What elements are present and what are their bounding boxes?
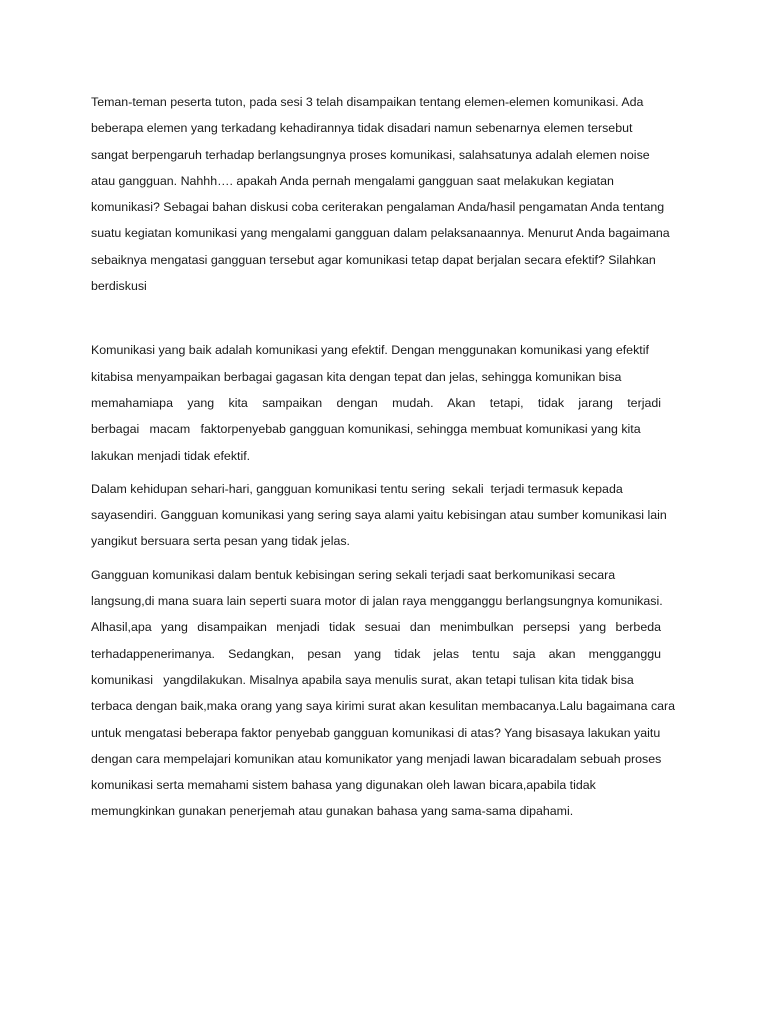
text-line: komunikasi yangdilakukan. Misalnya apabila saya menulis surat, akan tetapi tulisan kita tidak bisa [91,672,634,687]
text-line: sayasendiri. Gangguan komunikasi yang sering saya alami yaitu kebisingan atau sumber komunikasi lain [91,508,667,523]
document-body [91,89,677,825]
text-line: Dalam kehidupan sehari-hari, gangguan komunikasi tentu sering sekali terjadi termasuk kepada [91,481,623,496]
paragraph-gap [91,469,677,476]
text-line: lakukan menjadi tidak efektif. [91,448,251,463]
text-line: memungkinkan gunakan penerjemah atau gunakan bahasa yang sama-sama dipahami. [91,804,574,819]
text-line: terhadappenerimanya. Sedangkan, pesan yang tidak jelas tentu saja akan mengganggu [91,646,661,661]
text-line: sebaiknya mengatasi gangguan tersebut agar komunikasi tetap dapat berjalan secara efektif? Silahkan [91,252,656,267]
text-line: beberapa elemen yang terkadang kehadirannya tidak disadari namun sebenarnya elemen tersebut [91,121,633,136]
text-line: suatu kegiatan komunikasi yang mengalami gangguan dalam pelaksanaannya. Menurut Anda bagaimana [91,226,670,241]
text-line: dengan cara mempelajari komunikan atau komunikator yang menjadi lawan bicaradalam sebuah proses [91,751,662,766]
text-line: langsung,di mana suara lain seperti suara motor di jalan raya mengganggu berlangsungnya komunikasi. [91,594,663,609]
text-line: yangikut bersuara serta pesan yang tidak jelas. [91,534,350,549]
paragraph-gap [91,555,677,562]
text-line: berdiskusi [91,279,147,294]
text-line: Alhasil,apa yang disampaikan menjadi tidak sesuai dan menimbulkan persepsi yang berbeda [91,620,661,635]
paragraph-answer-1 [91,337,677,468]
paragraph-prompt [91,89,677,299]
text-line: sangat berpengaruh terhadap berlangsungnya proses komunikasi, salahsatunya adalah elemen noise [91,147,650,162]
text-line: Komunikasi yang baik adalah komunikasi yang efektif. Dengan menggunakan komunikasi yang efektif [91,343,649,358]
text-line: terbaca dengan baik,maka orang yang saya kirimi surat akan kesulitan membacanya.Lalu bagaimana cara [91,699,676,714]
text-line: Teman-teman peserta tuton, pada sesi 3 telah disampaikan tentang elemen-elemen komunikasi. Ada [91,95,644,109]
text-line: berbagai macam faktorpenyebab gangguan komunikasi, sehingga membuat komunikasi yang kita [91,422,641,437]
text-line: untuk mengatasi beberapa faktor penyebab gangguan komunikasi di atas? Yang bisasaya lakukan yaitu [91,725,661,740]
text-line: kitabisa menyampaikan berbagai gagasan kita dengan tepat dan jelas, sehingga komunikan bisa [91,369,622,384]
text-line: komunikasi? Sebagai bahan diskusi coba ceriterakan pengalaman Anda/hasil pengamatan Anda tentang [91,200,665,215]
paragraph-gap [91,299,677,337]
text-line: atau gangguan. Nahhh…. apakah Anda pernah mengalami gangguan saat melakukan kegiatan [91,173,614,188]
text-line: Gangguan komunikasi dalam bentuk kebisingan sering sekali terjadi saat berkomunikasi secara [91,567,616,582]
text-line: komunikasi serta memahami sistem bahasa yang digunakan oleh lawan bicara,apabila tidak [91,778,596,793]
paragraph-answer-3 [91,562,677,825]
text-line: memahamiapa yang kita sampaikan dengan mudah. Akan tetapi, tidak jarang terjadi [91,395,661,410]
paragraph-answer-2 [91,476,677,555]
